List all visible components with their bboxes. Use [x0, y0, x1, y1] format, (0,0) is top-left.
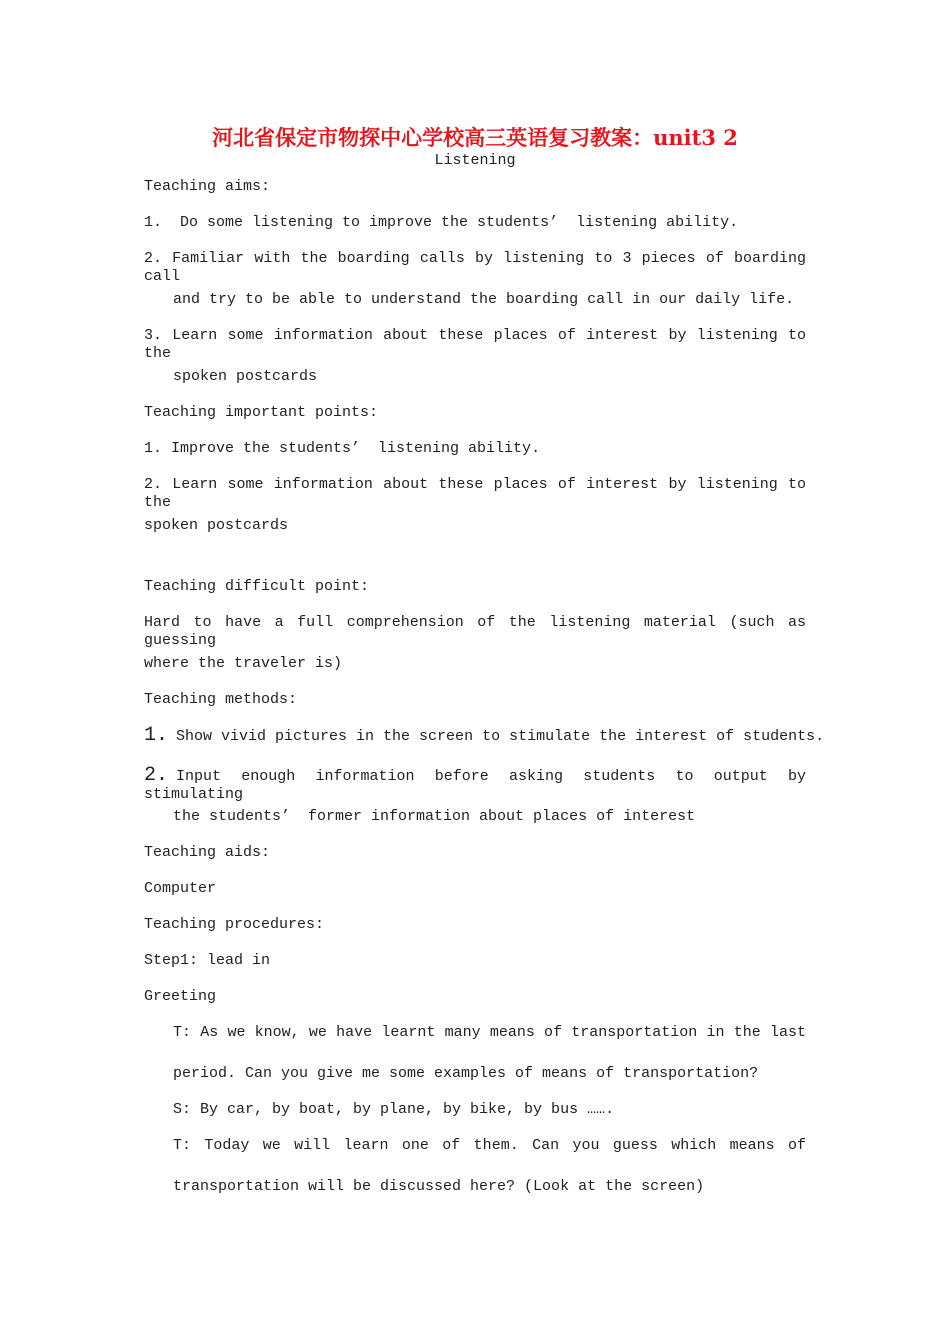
important-item-2-line-1: 2. Learn some information about these places of interest by listening to the — [144, 476, 806, 511]
important-item-2-line-2: spoken postcards — [144, 517, 289, 534]
methods-number-1: 1. — [144, 724, 169, 747]
dialogue-t2-line-1: T: Today we will learn one of them. Can you guess which means of — [173, 1137, 806, 1154]
dialogue-t1-line-1: T: As we know, we have learnt many means of transportation in the last — [173, 1024, 806, 1041]
important-item-1: 1. Improve the students’ listening ability. — [144, 440, 541, 457]
methods-item-2-line-2: the students’ former information about places of interest — [173, 808, 696, 825]
dialogue-s1: S: By car, by boat, by plane, by bike, by bus ……. — [173, 1101, 615, 1118]
aims-item-2-line-1: 2. Familiar with the boarding calls by listening to 3 pieces of boarding call — [144, 250, 806, 285]
aids-heading: Teaching aids: — [144, 844, 271, 861]
procedures-greeting: Greeting — [144, 988, 217, 1005]
methods-item-1 — [144, 724, 825, 747]
methods-item-2-line-1 — [144, 764, 806, 804]
methods-number-2: 2. — [144, 764, 169, 787]
aims-item-1: 1. Do some listening to improve the students’ listening ability. — [144, 214, 739, 231]
aims-item-2-line-2: and try to be able to understand the boarding call in our daily life. — [173, 291, 795, 308]
important-heading: Teaching important points: — [144, 404, 379, 421]
difficult-line-2: where the traveler is) — [144, 655, 343, 672]
procedures-heading: Teaching procedures: — [144, 916, 325, 933]
methods-item-2-text: Input enough information before asking students to output by stimulating — [144, 768, 806, 803]
procedures-step-1: Step1: lead in — [144, 952, 271, 969]
aims-heading: Teaching aims: — [144, 178, 271, 195]
dialogue-t2-line-2: transportation will be discussed here? (Look at the screen) — [173, 1178, 705, 1195]
methods-heading: Teaching methods: — [144, 691, 298, 708]
aims-item-3-line-1: 3. Learn some information about these places of interest by listening to the — [144, 327, 806, 362]
document-title: 河北省保定市物探中心学校高三英语复习教案：unit3 2 — [212, 125, 738, 150]
dialogue-t1-line-2: period. Can you give me some examples of means of transportation? — [173, 1065, 759, 1082]
document-subtitle: Listening — [434, 152, 516, 169]
aids-item: Computer — [144, 880, 217, 897]
difficult-heading: Teaching difficult point: — [144, 578, 370, 595]
aims-item-3-line-2: spoken postcards — [173, 368, 318, 385]
difficult-line-1: Hard to have a full comprehension of the listening material (such as guessing — [144, 614, 806, 649]
methods-item-1-text: Show vivid pictures in the screen to stimulate the interest of students. — [176, 728, 825, 745]
